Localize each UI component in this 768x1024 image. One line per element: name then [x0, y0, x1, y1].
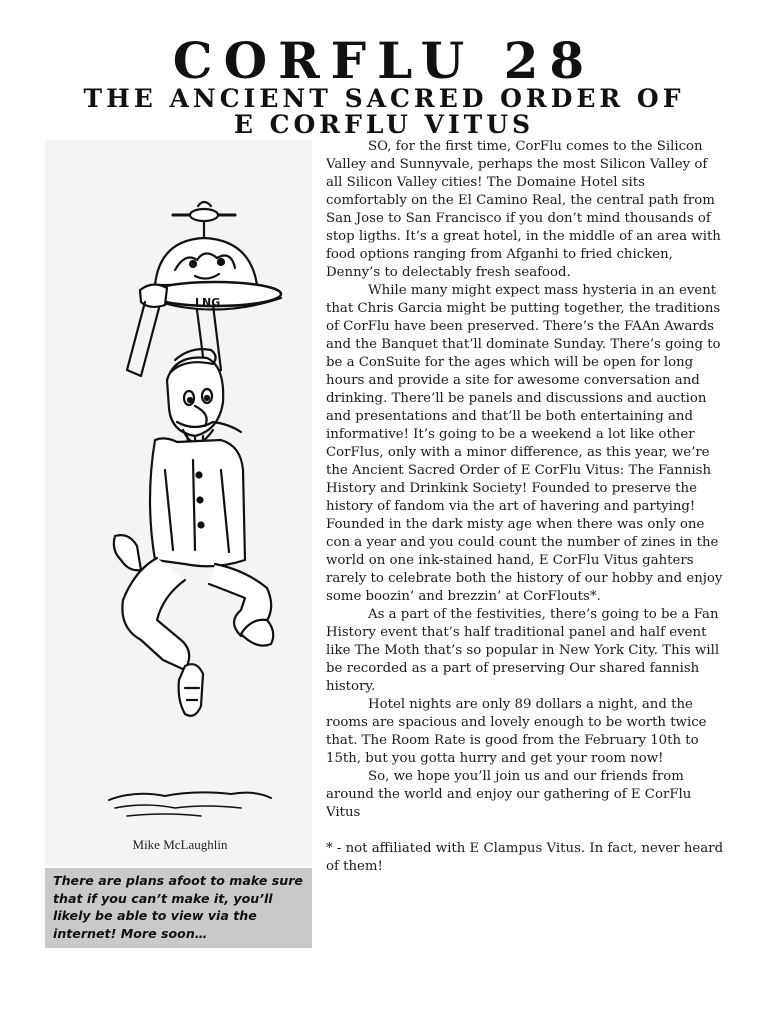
article-paragraph-4: Hotel nights are only 89 dollars a night, and the rooms are spacious and lovely enough to be worth twice that. The Room Rate is good from the February 10th to 15th, but you gotta hurry and get your room now!: [326, 697, 707, 766]
subtitle-line-1: THE ANCIENT SACRED ORDER OF: [83, 84, 685, 113]
article-paragraph-5: So, we hope you’ll join us and our friends from around the world and enjoy our gathering of E CorFlu Vitus: [326, 769, 692, 820]
article-paragraph-2: While many might expect mass hysteria in an event that Chris Garcia might be putting together, the traditions of CorFlu have been preserved. There’s the FAAn Awards and the Banquet that’ll dominate Sunday. There’s going to be a ConSuite for the ages which will be open for long hours and provide a site for awesome conversation and drinking. There’ll be panels and discussions and auction and presentations and that’ll be both entertaining and informative! It’s going to be a weekend a lot like other CorFlus, only with a minor difference, as this year, we’re the Ancient Sacred Order of E CorFlu Vitus: The Fannish History and Drinkink Society! Founded to preserve the history of fandom via the art of havering and partying! Founded in the dark misty age when there was only one con a year and you could count the number of zines in the world on one ink-stained hand, E CorFlu Vitus gahters rarely to celebrate both the history of our hobby and enjoy some boozin’ and brezzin’ at CorFlouts*.: [326, 283, 723, 604]
platter-label: LNG: [195, 296, 221, 309]
note-box: [45, 868, 312, 948]
article-body: [326, 138, 726, 876]
waiter-illustration: [45, 140, 312, 866]
article-paragraph-3: As a part of the festivities, there’s going to be a Fan History event that’s half traditional panel and half event like The Moth that’s so popular in New York City. This will be recorded as a part of preserving Our shared fannish history.: [326, 607, 720, 694]
subtitle-line-2: E CORFLU VITUS: [233, 110, 535, 139]
page-subtitle: [30, 86, 738, 138]
illustration-credit: Mike McLaughlin: [132, 837, 228, 852]
page-title: CORFLU 28: [172, 31, 596, 90]
note-text: There are plans afoot to make sure that if you can’t make it, you’ll likely be able to view via the internet! More soon…: [53, 873, 303, 941]
article-footnote: * - not affiliated with E Clampus Vitus. In fact, never heard of them!: [326, 841, 724, 874]
article-paragraph-1: SO, for the first time, CorFlu comes to the Silicon Valley and Sunnyvale, perhaps the most Silicon Valley of all Silicon Valley cities! The Domaine Hotel sits comfortably on the El Camino Real, the central path from San Jose to San Francisco if you don’t mind thousands of stop ligths. It’s a great hotel, in the middle of an area with food options ranging from Afganhi to fried chicken, Denny’s to delectably fresh seafood.: [326, 139, 721, 280]
illustration-panel: [45, 140, 312, 866]
